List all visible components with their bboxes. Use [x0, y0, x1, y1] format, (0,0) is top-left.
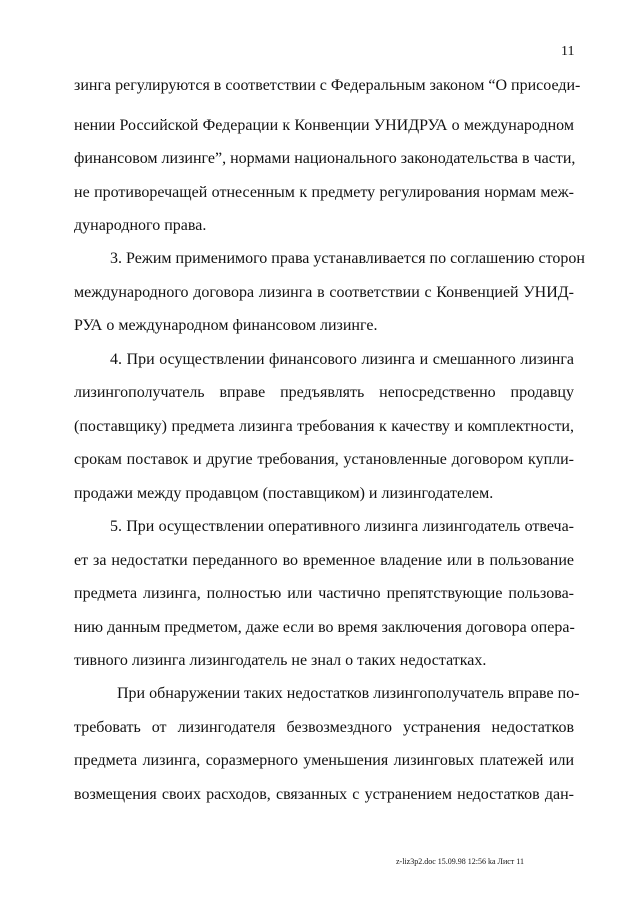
text-line: нию данным предметом, даже если во время заключения договора опера- [74, 619, 575, 636]
text-line: нении Российской Федерации к Конвенции УНИДРУА о международном [74, 117, 574, 134]
text-line: возмещения своих расходов, связанных с устранением недостатков дан- [74, 786, 574, 803]
text-line: срокам поставок и другие требования, установленные договором купли- [74, 451, 574, 468]
text-line: 3. Режим применимого права устанавливается по соглашению сторон [110, 250, 585, 267]
page-number: 11 [561, 44, 575, 59]
text-line: требовать от лизингодателя безвозмездного устранения недостатков [74, 719, 574, 736]
text-line: продажи между продавцом (поставщиком) и лизингодателем. [74, 485, 494, 502]
text-line: предмета лизинга, соразмерного уменьшения лизинговых платежей или [74, 752, 574, 769]
text-line: При обнаружении таких недостатков лизингополучатель вправе по- [117, 685, 580, 702]
text-line: международного договора лизинга в соответствии с Конвенцией УНИД- [74, 284, 574, 301]
text-line: РУА о международном финансовом лизинге. [74, 317, 378, 334]
text-line: 4. При осуществлении финансового лизинга и смешанного лизинга [110, 351, 574, 368]
text-line: (поставщику) предмета лизинга требования к качеству и комплектности, [74, 418, 574, 435]
page-footer: z-liz3p2.doc 15.09.98 12:56 ka Лист 11 [396, 857, 524, 866]
text-line: предмета лизинга, полностью или частично препятствующие пользова- [74, 585, 574, 602]
text-line: 5. При осуществлении оперативного лизинга лизингодатель отвеча- [110, 518, 574, 535]
text-line: лизингополучатель вправе предъявлять непосредственно продавцу [74, 384, 574, 401]
text-line: зинга регулируются в соответствии с Федеральным законом “О присоеди- [74, 77, 581, 94]
text-line: не противоречащей отнесенным к предмету регулирования нормам меж- [74, 184, 574, 201]
text-line: дународного права. [74, 217, 207, 234]
text-line: финансовом лизинге”, нормами национального законодательства в части, [74, 150, 576, 167]
text-line: тивного лизинга лизингодатель не знал о таких недостатках. [74, 652, 487, 669]
text-line: ет за недостатки переданного во временное владение или в пользование [74, 552, 574, 569]
